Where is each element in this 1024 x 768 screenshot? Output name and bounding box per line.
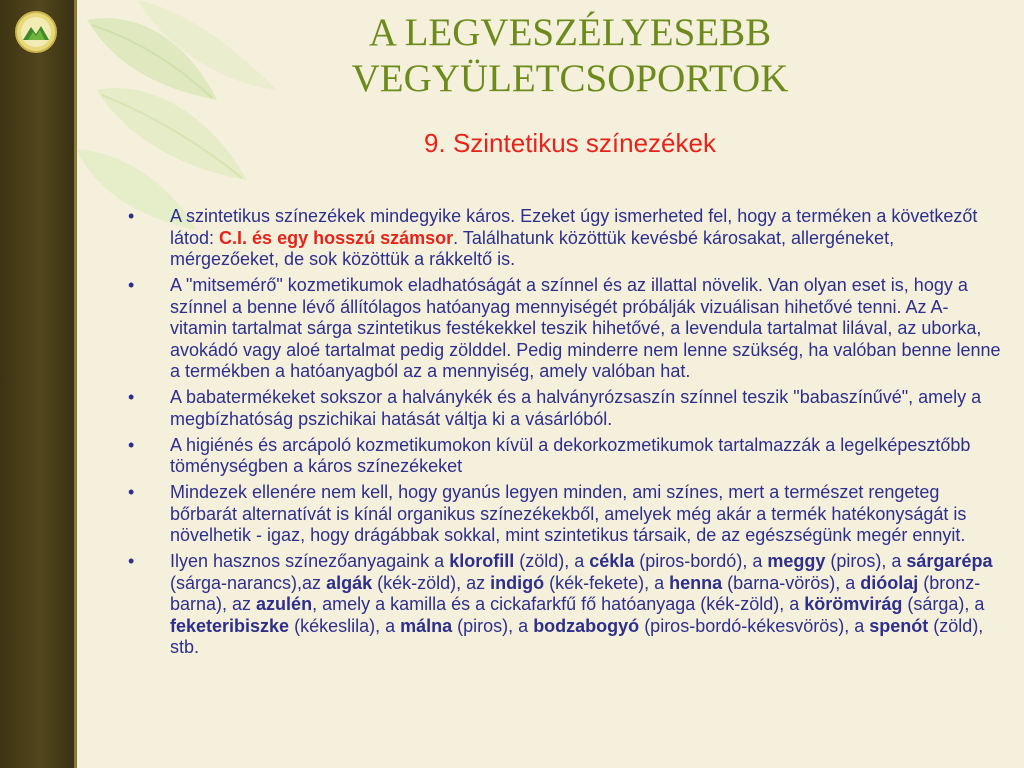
pigment-name: körömvirág <box>804 594 903 614</box>
pigment-name: meggy <box>767 551 826 571</box>
pigment-name: klorofill <box>449 551 515 571</box>
pigment-name: spenót <box>869 615 929 636</box>
list-item <box>122 435 1002 478</box>
pigment-description: (piros), a <box>825 551 907 571</box>
page-title <box>200 10 940 102</box>
bullet-text: A "mitsemérő" kozmetikumok eladhatóságát a színnel és az illattal növelik. Van olyan eset is, hogy a színnel a benne lévő állítólagos hatóanyag mennyiségét próbálják vizuálisan hihetővé tenni. Az A-vitamin tartalmat sárga szintetikus festékekkel teszik hihetővé, a levendula tartalmat lilával, az uborka, avokádó vagy aloé tartalmat pedig zölddel. Pedig minderre nem lenne szükség, ha valóban benne lenne a termékben a hatóanyagból az a mennyiség, amely valóban hat. <box>170 275 1001 381</box>
bullet-icon: • <box>128 387 135 407</box>
bullet-icon: • <box>128 482 135 502</box>
page-subtitle: 9. Szintetikus színezékek <box>424 128 716 158</box>
list-item <box>122 275 1002 383</box>
title-line-2: VEGYÜLETCSOPORTOK <box>351 57 789 100</box>
pigment-name: azulén <box>256 594 313 614</box>
pigment-name: málna <box>400 615 453 636</box>
pigment-description: (sárga), a <box>902 594 985 614</box>
bullet-icon: • <box>128 275 135 295</box>
pigment-description: (kékeslila), a <box>289 615 401 636</box>
pigment-description: (zöld), stb. <box>170 615 984 657</box>
pigment-description: (piros), a <box>452 615 534 636</box>
pigment-description: , amely a kamilla és a cickafarkfű fő hatóanyaga (kék-zöld), a <box>312 594 805 614</box>
title-line-1: A LEGVESZÉLYESEBB <box>368 11 772 54</box>
pigment-name: sárgarépa <box>906 551 993 571</box>
bullet-list <box>122 206 1002 663</box>
bullet-text: Ilyen hasznos színezőanyagaink a <box>170 551 450 571</box>
bullet-icon: • <box>128 206 135 226</box>
pigment-description: (sárga-narancs),az <box>170 572 327 593</box>
bullet-text: A higiénés és arcápoló kozmetikumokon kívül a dekorkozmetikumok tartalmazzák a legelképesztőbb töménységben a káros színezékeket <box>170 434 971 476</box>
pigment-name: indigó <box>490 572 545 593</box>
list-item <box>122 387 1002 430</box>
list-item <box>122 206 1002 271</box>
pigment-name: feketeribiszke <box>170 615 290 636</box>
pigment-description: (barna-vörös), a <box>722 572 861 593</box>
pigment-name: dióolaj <box>860 572 919 593</box>
bullet-text: A babatermékeket sokszor a halványkék és a halványrózsaszín színnel teszik "babaszínűvé", amely a megbízhatóság pszichikai hatását váltja ki a vásárlóból. <box>170 387 982 429</box>
pigment-name: algák <box>326 572 373 593</box>
pigment-name: bodzabogyó <box>533 615 640 636</box>
pigment-description: (kék-fekete), a <box>544 572 670 593</box>
list-item <box>122 551 1002 659</box>
pigment-description: (kék-zöld), az <box>372 572 491 593</box>
bullet-text: . Találhatunk közöttük kevésbé károsakat, allergéneket, mérgezőeket, de sok közöttük a rákkeltő is. <box>170 227 895 269</box>
pigment-name: henna <box>669 572 723 593</box>
mountain-logo-icon <box>14 10 58 54</box>
pigment-description: (piros-bordó-kékesvörös), a <box>639 615 870 636</box>
bullet-text: A szintetikus színezékek mindegyike káros. Ezeket úgy ismerheted fel, hogy a terméken a következőt látod: <box>170 206 978 248</box>
pigment-description: (zöld), a <box>514 551 590 571</box>
bullet-text: Mindezek ellenére nem kell, hogy gyanús legyen minden, ami színes, mert a természet rengeteg bőrbarát alternatívát is kínál organikus színezékekből, amelyek még akár a termék hatékonyságát is növelhetik - igaz, hogy drágábbak sokkal, mint szintetikus társaik, de az egészségünk megér ennyit. <box>170 482 967 545</box>
pigment-name: cékla <box>589 551 635 571</box>
bullet-icon: • <box>128 551 135 571</box>
list-item <box>122 482 1002 547</box>
sidebar <box>0 0 74 768</box>
pigment-description: (bronz-barna), az <box>170 572 981 614</box>
bullet-icon: • <box>128 434 135 455</box>
highlight-text: C.I. és egy hosszú számsor <box>219 227 454 248</box>
pigment-description: (piros-bordó), a <box>634 551 768 571</box>
